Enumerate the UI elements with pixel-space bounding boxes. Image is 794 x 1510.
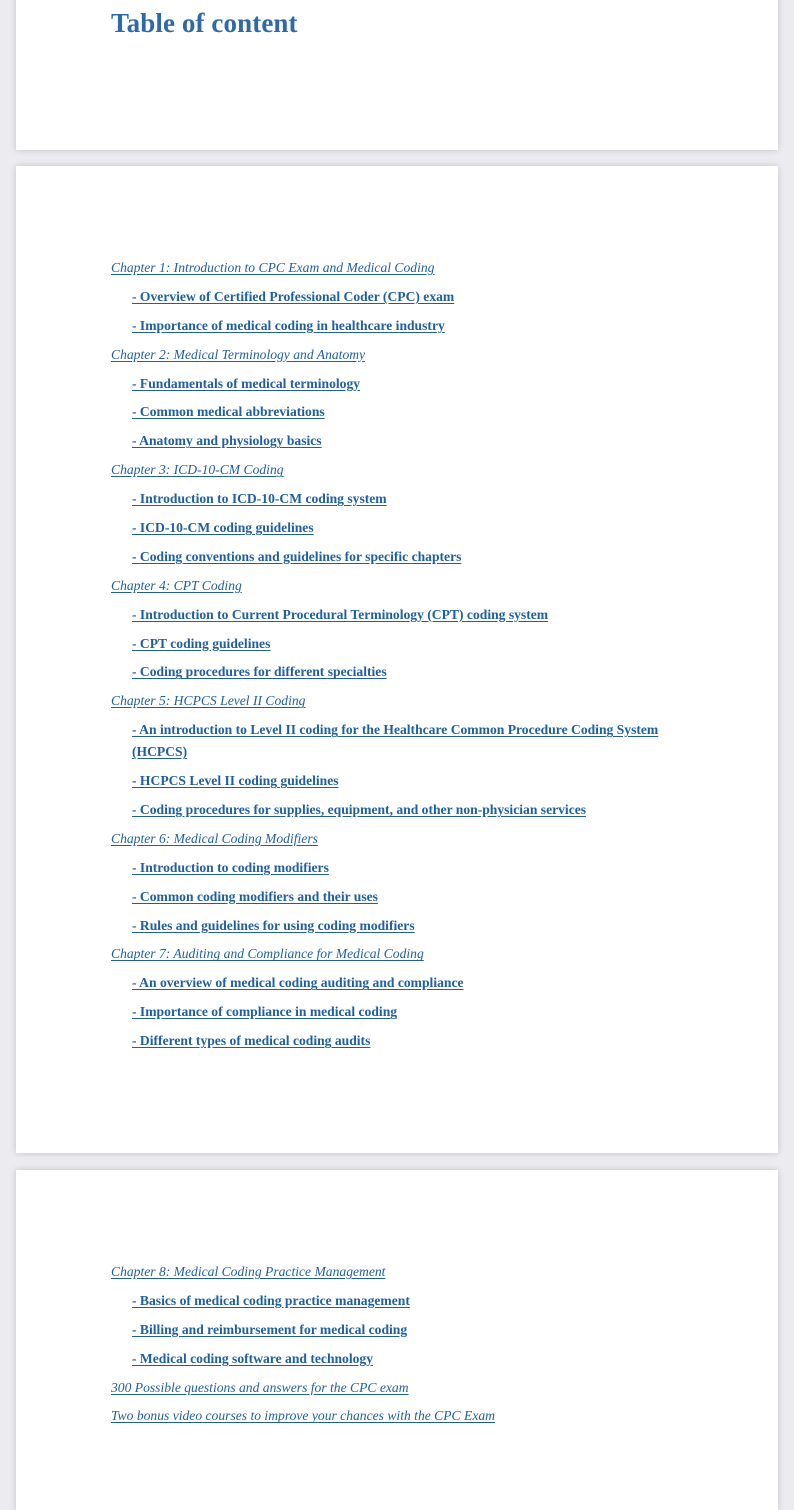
toc-section-item xyxy=(111,1319,691,1341)
toc-section-item xyxy=(111,286,691,308)
toc-chapter-link[interactable]: Chapter 4: CPT Coding xyxy=(111,577,242,593)
toc-section-link[interactable]: - Rules and guidelines for using coding modifiers xyxy=(132,917,415,933)
toc-section-item xyxy=(111,517,691,539)
document-page-1 xyxy=(16,0,778,150)
toc-section-link[interactable]: - Common coding modifiers and their uses xyxy=(132,888,378,904)
toc-chapter-item xyxy=(111,257,691,279)
toc-chapter-item xyxy=(111,690,691,712)
toc-section-link[interactable]: - Billing and reimbursement for medical coding xyxy=(132,1321,408,1337)
toc-chapter-item xyxy=(111,1261,691,1283)
toc-section-link[interactable]: - Medical coding software and technology xyxy=(132,1350,374,1366)
toc-section-link[interactable]: - An overview of medical coding auditing and compliance xyxy=(132,975,464,991)
toc-chapter-link[interactable]: Chapter 7: Auditing and Compliance for Medical Coding xyxy=(111,946,424,962)
toc-section-link[interactable]: - Basics of medical coding practice management xyxy=(132,1292,410,1308)
toc-section-link[interactable]: - Coding procedures for different specialties xyxy=(132,664,387,680)
toc-chapter-item xyxy=(111,828,691,850)
toc-section-item xyxy=(111,770,691,792)
toc-section-link[interactable]: - Introduction to coding modifiers xyxy=(132,859,329,875)
toc-section-link[interactable]: - Overview of Certified Professional Coder (CPC) exam xyxy=(132,288,455,304)
toc-section-item xyxy=(111,633,691,655)
toc-chapter-link[interactable]: Chapter 6: Medical Coding Modifiers xyxy=(111,830,318,846)
toc-section-item xyxy=(111,401,691,423)
toc-chapter-link[interactable]: Chapter 5: HCPCS Level II Coding xyxy=(111,693,306,709)
toc-chapter-item xyxy=(111,1377,691,1399)
document-page-2 xyxy=(16,166,778,1153)
toc-chapter-link[interactable]: Chapter 8: Medical Coding Practice Management xyxy=(111,1264,386,1279)
toc-section-item xyxy=(111,1001,691,1023)
toc-section-item xyxy=(111,886,691,908)
toc-section-link[interactable]: - HCPCS Level II coding guidelines xyxy=(132,773,339,789)
toc-section-item xyxy=(111,719,691,763)
toc-list xyxy=(111,1261,691,1434)
toc-chapter-item xyxy=(111,344,691,366)
toc-section-link[interactable]: - Importance of medical coding in healthcare industry xyxy=(132,317,445,333)
toc-section-link[interactable]: - Common medical abbreviations xyxy=(132,404,325,420)
toc-section-link[interactable]: - Anatomy and physiology basics xyxy=(132,433,322,449)
toc-chapter-link[interactable]: Chapter 2: Medical Terminology and Anatomy xyxy=(111,346,366,362)
toc-chapter-link[interactable]: 300 Possible questions and answers for the CPC exam xyxy=(111,1379,409,1395)
toc-section-link[interactable]: - Introduction to Current Procedural Terminology (CPT) coding system xyxy=(132,606,549,622)
toc-section-item xyxy=(111,857,691,879)
toc-section-link[interactable]: - ICD-10-CM coding guidelines xyxy=(132,520,314,536)
toc-section-link[interactable]: - CPT coding guidelines xyxy=(132,635,271,651)
toc-chapter-item xyxy=(111,575,691,597)
toc-section-item xyxy=(111,315,691,337)
toc-title: Table of content xyxy=(111,8,298,38)
toc-section-link[interactable]: - Coding procedures for supplies, equipment, and other non-physician services xyxy=(132,802,587,818)
toc-section-item xyxy=(111,661,691,683)
toc-section-item xyxy=(111,1030,691,1052)
toc-section-item xyxy=(111,915,691,937)
toc-section-link[interactable]: - Fundamentals of medical terminology xyxy=(132,375,361,391)
toc-section-item xyxy=(111,799,691,821)
document-page-3 xyxy=(16,1170,778,1510)
toc-section-link[interactable]: - Importance of compliance in medical coding xyxy=(132,1004,398,1020)
toc-section-link[interactable]: - Coding conventions and guidelines for specific chapters xyxy=(132,548,462,564)
toc-section-link[interactable]: - An introduction to Level II coding for the Healthcare Common Procedure Coding System (HCPCS) xyxy=(132,722,659,760)
toc-section-item xyxy=(111,430,691,452)
toc-section-item xyxy=(111,546,691,568)
toc-section-link[interactable]: - Introduction to ICD-10-CM coding system xyxy=(132,491,387,507)
toc-section-item xyxy=(111,1290,691,1312)
toc-section-item xyxy=(111,604,691,626)
toc-chapter-link[interactable]: Two bonus video courses to improve your chances with the CPC Exam xyxy=(111,1408,495,1424)
toc-list xyxy=(111,257,691,1059)
toc-section-item xyxy=(111,373,691,395)
toc-chapter-link[interactable]: Chapter 3: ICD-10-CM Coding xyxy=(111,462,284,478)
toc-chapter-item xyxy=(111,943,691,965)
toc-section-item xyxy=(111,488,691,510)
toc-section-item xyxy=(111,1348,691,1370)
toc-chapter-link[interactable]: Chapter 1: Introduction to CPC Exam and Medical Coding xyxy=(111,260,435,275)
toc-chapter-item xyxy=(111,1405,691,1427)
toc-chapter-item xyxy=(111,459,691,481)
toc-section-link[interactable]: - Different types of medical coding audits xyxy=(132,1033,371,1049)
toc-section-item xyxy=(111,972,691,994)
